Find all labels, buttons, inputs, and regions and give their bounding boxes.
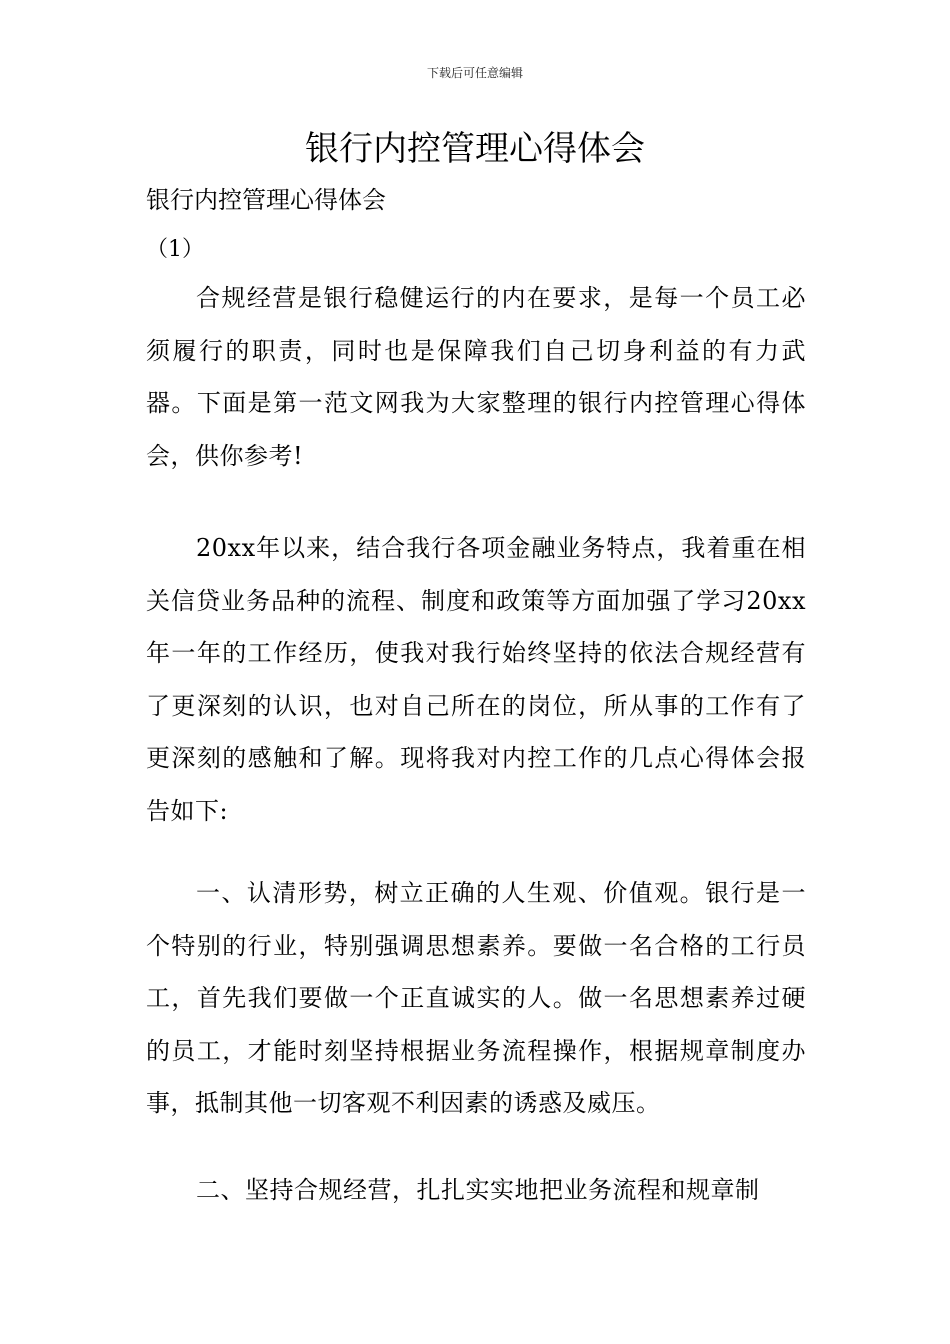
paragraph-intro: 合规经营是银行稳健运行的内在要求，是每一个员工必须履行的职责，同时也是保障我们自己切身利益的有力武器。下面是第一范文网我为大家整理的银行内控管理心得体会，供你参考! (146, 284, 806, 470)
paragraph-background: 20xx年以来，结合我行各项金融业务特点，我着重在相关信贷业务品种的流程、制度和政策等方面加强了学习20xx年一年的工作经历，使我对我行始终坚持的依法合规经营有了更深刻的认识，也对自己所在的岗位，所从事的工作有了更深刻的感触和了解。现将我对内控工作的几点心得体会报告如下: (146, 534, 806, 825)
paragraph-point-one: 一、认清形势，树立正确的人生观、价值观。银行是一个特别的行业，特别强调思想素养。要做一名合格的工行员工，首先我们要做一个正直诚实的人。做一名思想素养过硬的员工，才能时刻坚持根据业务流程操作，根据规章制度办事，抵制其他一切客观不利因素的诱惑及威压。 (146, 879, 806, 1117)
paragraph-point-two: 二、坚持合规经营，扎扎实实地把业务流程和规章制 (196, 1176, 760, 1204)
document-subtitle: 银行内控管理心得体会 (146, 186, 386, 214)
section-number: （1） (146, 237, 204, 262)
document-title: 银行内控管理心得体会 (305, 129, 645, 169)
page-header-note: 下载后可任意编辑 (426, 66, 523, 80)
